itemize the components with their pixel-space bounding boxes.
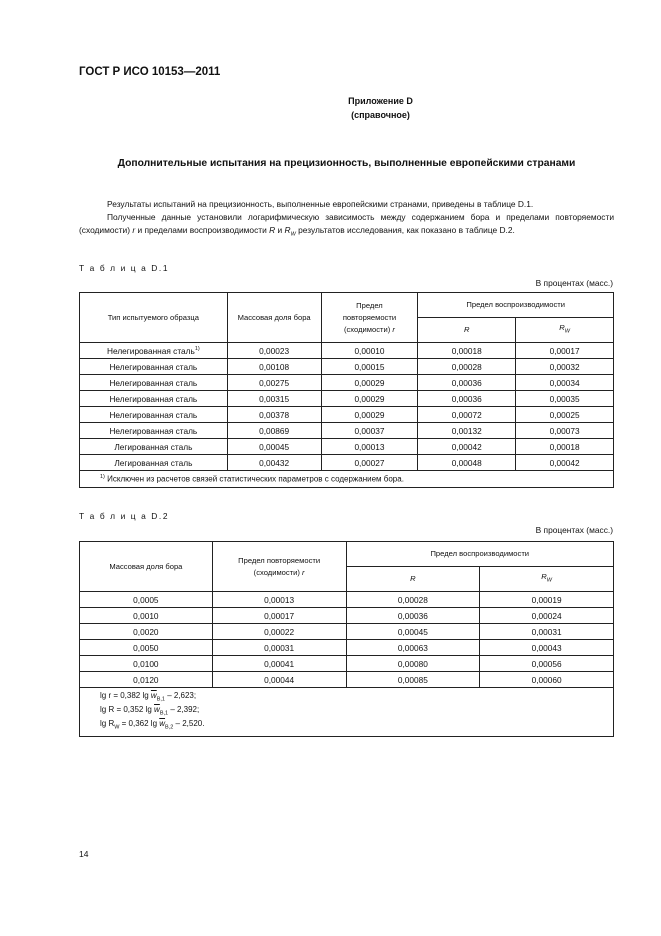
cell-Rw: 0,00024 [480, 608, 614, 624]
t2-header-boron: Массовая доля бора [80, 542, 213, 592]
cell-boron: 0,00023 [227, 343, 321, 359]
cell-boron: 0,00315 [227, 391, 321, 407]
paragraph-1: Результаты испытаний на прецизионность, выполненные европейскими странами, приведены в таблице D.1. [107, 199, 534, 209]
cell-sample-type: Легированная сталь [80, 439, 228, 455]
cell-R: 0,00085 [346, 672, 480, 688]
annex-subtitle: (справочное) [351, 110, 410, 120]
t1-header-boron: Массовая доля бора [227, 293, 321, 343]
table-row [80, 391, 614, 407]
table-row [80, 672, 614, 688]
cell-boron: 0,0050 [80, 640, 213, 656]
t2-header-R: R [346, 567, 480, 592]
table-row [80, 592, 614, 608]
cell-boron: 0,0020 [80, 624, 213, 640]
t1-footnote: $^{1)}$ Исключен из расчетов связей статистических параметров с содержанием бора. [80, 471, 614, 488]
cell-r: 0,00029 [321, 391, 418, 407]
cell-boron: 0,0010 [80, 608, 213, 624]
cell-R: 0,00028 [418, 359, 516, 375]
table1-unit: В процентах (масс.) [535, 278, 613, 288]
cell-sample-type: Легированная сталь [80, 455, 228, 471]
table-row [80, 375, 614, 391]
cell-boron: 0,00432 [227, 455, 321, 471]
table-d1 [79, 292, 614, 488]
t2-header-Rw: $R_W$ [480, 567, 614, 592]
cell-sample-type: Нелегированная сталь [80, 375, 228, 391]
cell-r: 0,00015 [321, 359, 418, 375]
cell-Rw: 0,00017 [516, 343, 614, 359]
cell-R: 0,00028 [346, 592, 480, 608]
cell-boron: 0,00045 [227, 439, 321, 455]
page-number: 14 [79, 849, 89, 859]
table1-caption: Т а б л и ц а D.1 [79, 263, 170, 273]
cell-R: 0,00063 [346, 640, 480, 656]
cell-Rw: 0,00032 [516, 359, 614, 375]
cell-boron: 0,00869 [227, 423, 321, 439]
cell-Rw: 0,00073 [516, 423, 614, 439]
table2-unit: В процентах (масс.) [535, 525, 613, 535]
cell-Rw: 0,00031 [480, 624, 614, 640]
t2-header-repeatability: Предел повторяемости (сходимости) r [212, 542, 346, 592]
document-header: ГОСТ Р ИСО 10153—2011 [79, 66, 221, 78]
t1-header-reproducibility: Предел воспроизводимости [418, 293, 614, 318]
cell-Rw: 0,00034 [516, 375, 614, 391]
cell-R: 0,00132 [418, 423, 516, 439]
cell-Rw: 0,00018 [516, 439, 614, 455]
cell-r: 0,00013 [212, 592, 346, 608]
cell-r: 0,00029 [321, 407, 418, 423]
cell-r: 0,00017 [212, 608, 346, 624]
cell-r: 0,00041 [212, 656, 346, 672]
table-row [80, 656, 614, 672]
cell-R: 0,00080 [346, 656, 480, 672]
cell-boron: 0,0100 [80, 656, 213, 672]
cell-R: 0,00036 [418, 391, 516, 407]
cell-r: 0,00013 [321, 439, 418, 455]
cell-Rw: 0,00035 [516, 391, 614, 407]
table-row [80, 439, 614, 455]
t1-header-Rw: $R_W$ [516, 318, 614, 343]
cell-R: 0,00045 [346, 624, 480, 640]
cell-sample-type: Нелегированная сталь [80, 407, 228, 423]
formula-Rw: $\lg R_W = 0,362$ $\lg \overline{w}_{B,2} - 2,520$. [100, 719, 205, 731]
cell-Rw: 0,00043 [480, 640, 614, 656]
cell-r: 0,00022 [212, 624, 346, 640]
t1-header-repeatability: Предел повторяемости (сходимости) r [321, 293, 418, 343]
cell-sample-type: Нелегированная сталь [80, 359, 228, 375]
formula-r: lg r = 0,382 $\lg \overline{w}_{B,1} - 2,623$; [100, 691, 197, 703]
cell-R: 0,00036 [418, 375, 516, 391]
cell-boron: 0,0120 [80, 672, 213, 688]
table-row [80, 359, 614, 375]
cell-r: 0,00029 [321, 375, 418, 391]
t1-header-type: Тип испытуемого образца [80, 293, 228, 343]
table-row [80, 624, 614, 640]
t2-header-reproducibility: Предел воспроизводимости [346, 542, 613, 567]
table2-caption: Т а б л и ц а D.2 [79, 511, 170, 521]
cell-boron: 0,0005 [80, 592, 213, 608]
cell-sample-type: Нелегированная сталь$^{1)}$ [80, 343, 228, 359]
table-row [80, 343, 614, 359]
cell-R: 0,00036 [346, 608, 480, 624]
paragraph-2: Полученные данные установили логарифмическую зависимость между содержанием бора и пределами повторяемости (сходимости) r и пределами воспроизводимости R и $R_W$ результатов исследования, как показано в таблице D.2. [79, 212, 614, 238]
cell-boron: 0,00108 [227, 359, 321, 375]
table-d2 [79, 541, 614, 737]
cell-Rw: 0,00060 [480, 672, 614, 688]
table-row [80, 455, 614, 471]
cell-R: 0,00018 [418, 343, 516, 359]
cell-r: 0,00010 [321, 343, 418, 359]
cell-r: 0,00044 [212, 672, 346, 688]
table-row [80, 407, 614, 423]
cell-r: 0,00037 [321, 423, 418, 439]
table-row [80, 423, 614, 439]
cell-r: 0,00027 [321, 455, 418, 471]
cell-r: 0,00031 [212, 640, 346, 656]
cell-R: 0,00048 [418, 455, 516, 471]
cell-Rw: 0,00019 [480, 592, 614, 608]
cell-boron: 0,00275 [227, 375, 321, 391]
cell-sample-type: Нелегированная сталь [80, 423, 228, 439]
formula-R: lg R = 0,352 $\lg \overline{w}_{B,1} - 2,392$; [100, 705, 200, 717]
cell-R: 0,00042 [418, 439, 516, 455]
cell-Rw: 0,00042 [516, 455, 614, 471]
table-row [80, 608, 614, 624]
cell-sample-type: Нелегированная сталь [80, 391, 228, 407]
t1-header-R: R [418, 318, 516, 343]
section-heading: Дополнительные испытания на прецизионность, выполненные европейскими странами [117, 158, 576, 169]
t2-formulas [80, 688, 614, 737]
cell-Rw: 0,00025 [516, 407, 614, 423]
cell-boron: 0,00378 [227, 407, 321, 423]
table-row [80, 640, 614, 656]
cell-R: 0,00072 [418, 407, 516, 423]
cell-Rw: 0,00056 [480, 656, 614, 672]
annex-title: Приложение D [348, 96, 413, 106]
